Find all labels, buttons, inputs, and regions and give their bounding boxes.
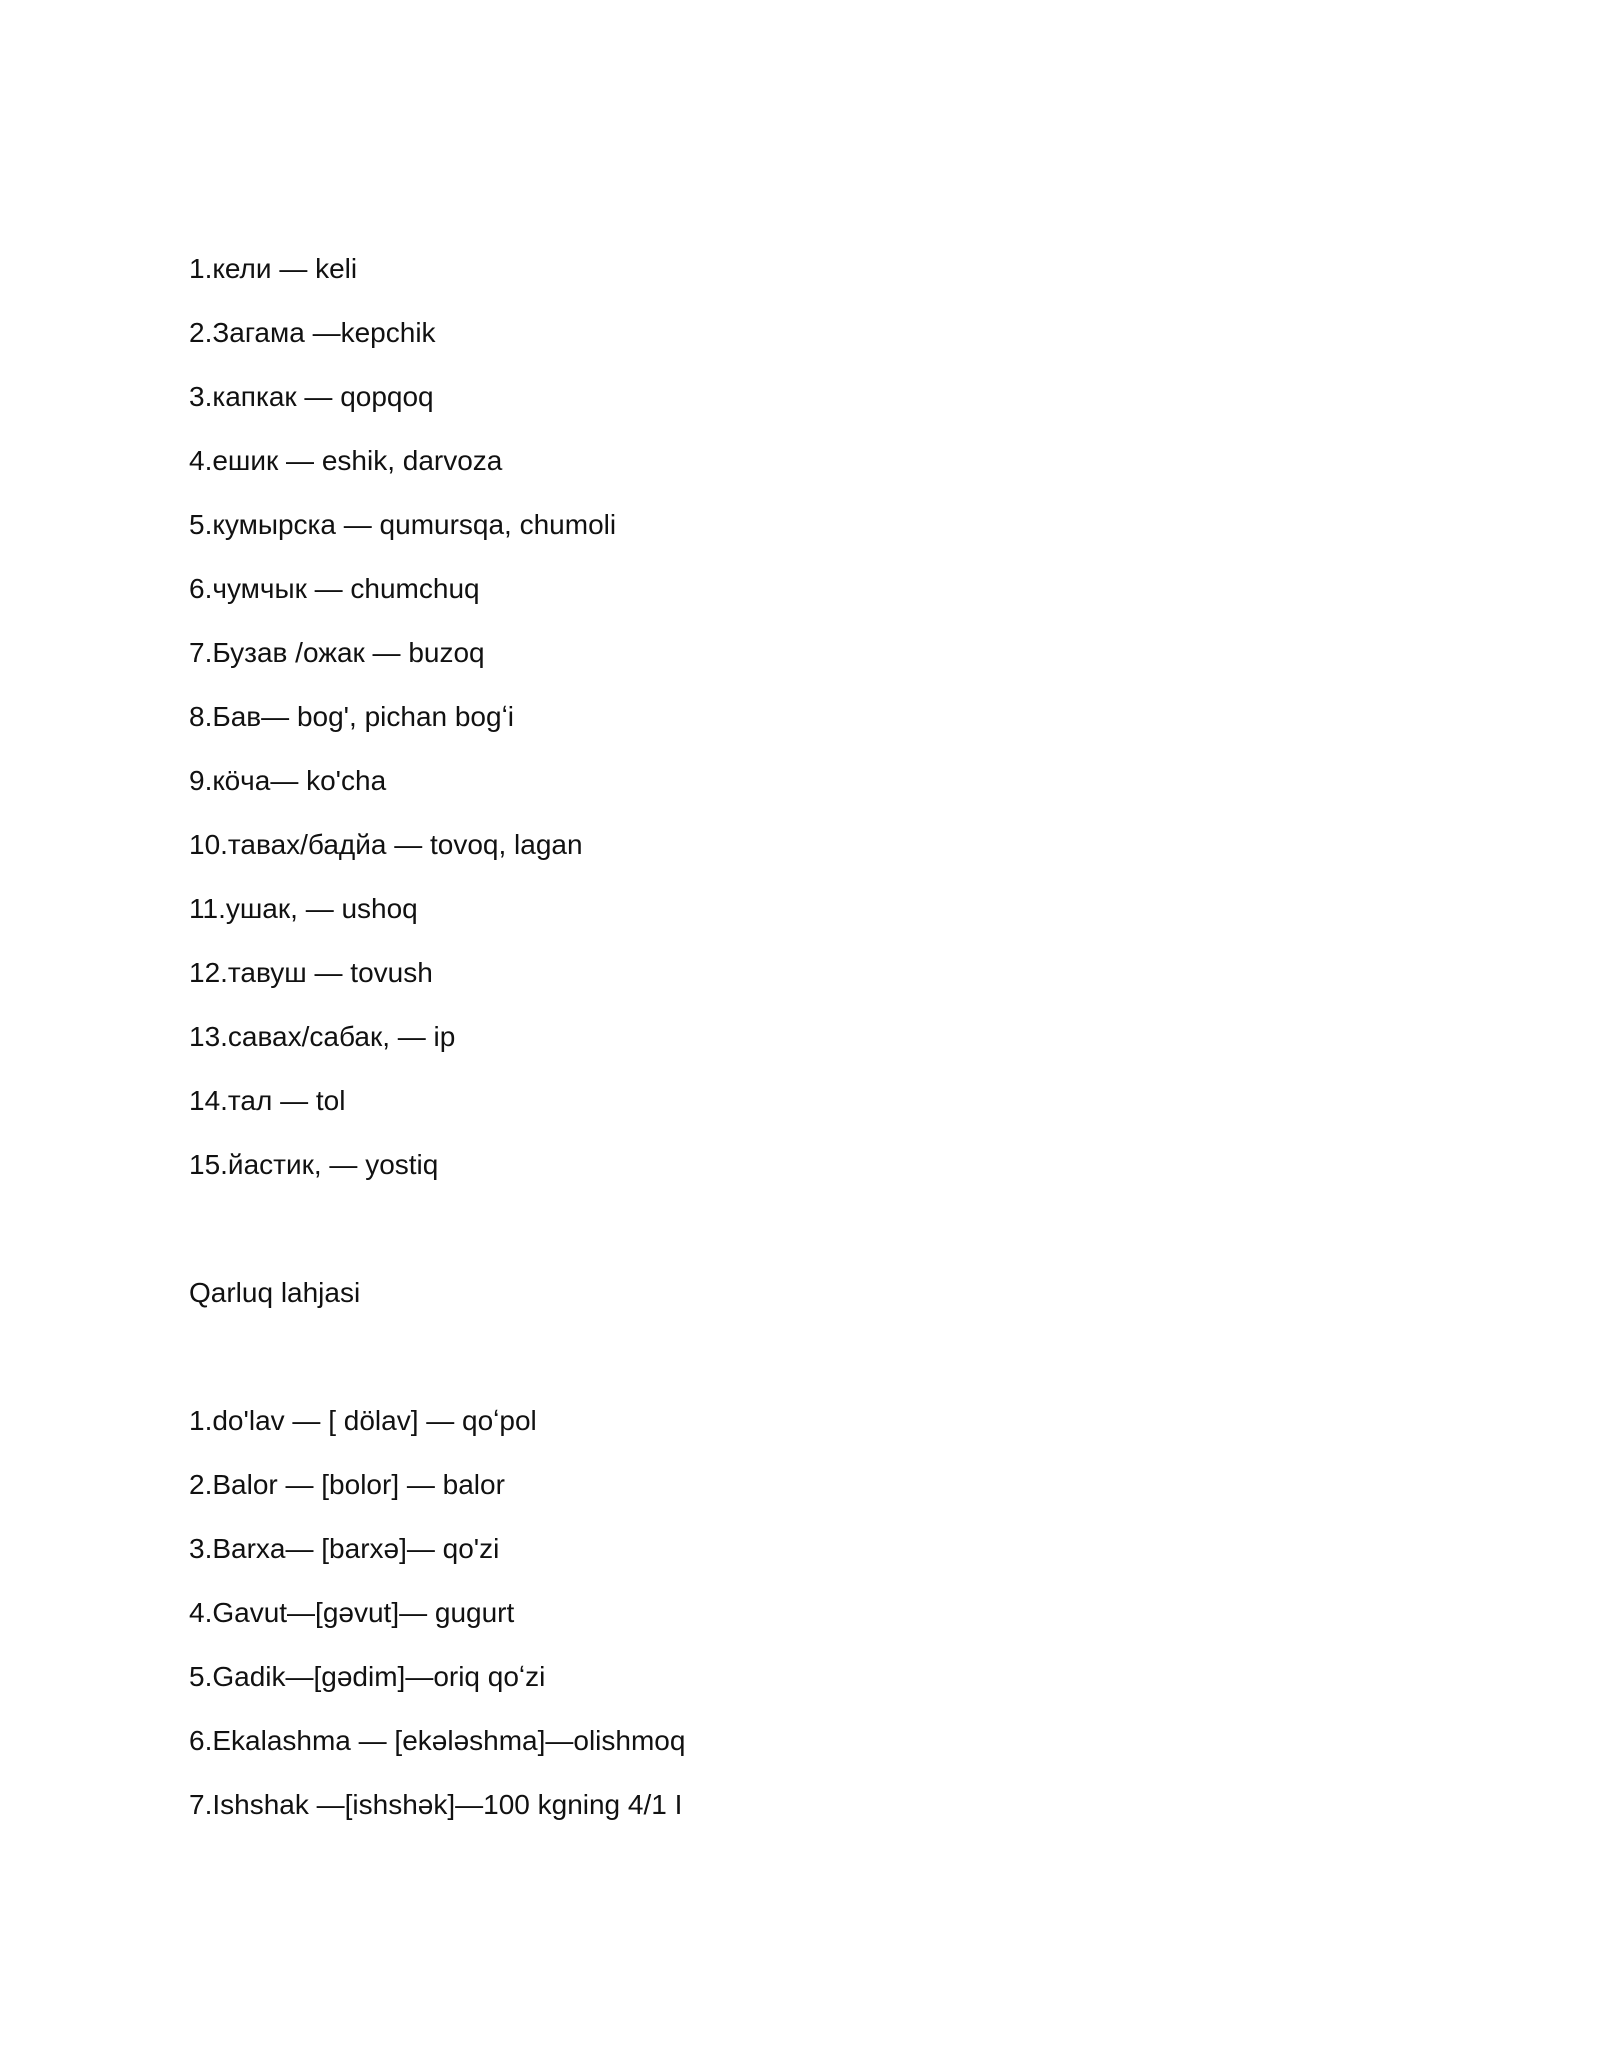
list1-item-11: 11.ушак, — ushoq	[189, 893, 418, 924]
list1-item-15: 15.йастик, — yostiq	[189, 1149, 439, 1180]
list2-item-2: 2.Balor — [bolor] — balor	[189, 1469, 505, 1500]
list1-item-9: 9.кӧча— ko'cha	[189, 765, 387, 796]
list1-item-10: 10.тавах/бадйа — tovoq, lagan	[189, 829, 583, 860]
list2-item-5: 5.Gadik—[gədim]—oriq qoʻzi	[189, 1661, 546, 1692]
list1-item-6: 6.чумчык — chumchuq	[189, 573, 480, 604]
section-heading: Qarluq lahjasi	[189, 1277, 361, 1308]
list2-item-1: 1.do'lav — [ dölav] — qoʻpol	[189, 1405, 537, 1436]
list2-item-6: 6.Ekalashma — [ekələshma]—olishmoq	[189, 1725, 686, 1756]
list1-item-2: 2.Загама —kepchik	[189, 317, 436, 348]
list2-item-4: 4.Gavut—[gəvut]— gugurt	[189, 1597, 515, 1628]
list1-item-7: 7.Бузав /ожак — buzoq	[189, 637, 485, 668]
list1-item-14: 14.тал — tol	[189, 1085, 346, 1116]
list1-item-1: 1.кели — keli	[189, 253, 358, 284]
list1-item-8: 8.Бав— bog', pichan bogʻi	[189, 701, 515, 732]
list1-item-12: 12.тавуш — tovush	[189, 957, 433, 988]
list2-item-7: 7.Ishshak —[ishshək]—100 kgning 4/1 I	[189, 1789, 683, 1820]
list1-item-5: 5.кумырска — qumursqa, chumoli	[189, 509, 617, 540]
list1-item-4: 4.ешик — eshik, darvoza	[189, 445, 503, 476]
list1-item-3: 3.капкак — qopqoq	[189, 381, 434, 412]
list1-item-13: 13.савах/сабак, — ip	[189, 1021, 456, 1052]
list2-item-3: 3.Barxa— [barxə]— qo'zi	[189, 1533, 500, 1564]
